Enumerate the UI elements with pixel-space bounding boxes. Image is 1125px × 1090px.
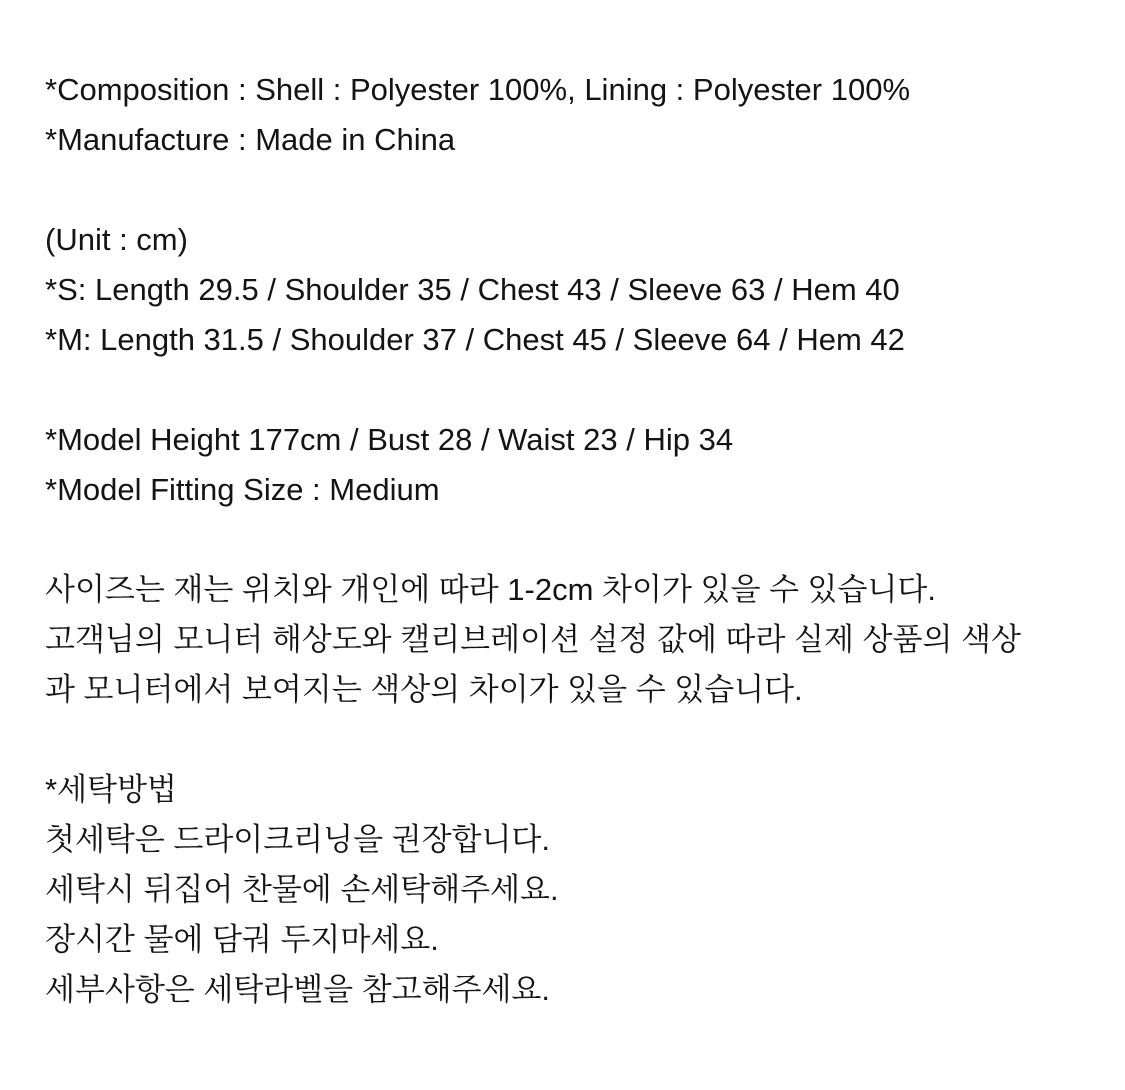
- size-spec-section: [45, 215, 1095, 365]
- model-info-section: [45, 415, 1095, 515]
- notice-line-2: 고객님의 모니터 해상도와 캘리브레이션 설정 값에 따라 실제 상품의 색상: [45, 622, 1021, 657]
- size-m-line: *M: Length 31.5 / Shoulder 37 / Chest 45 / Sleeve 64 / Hem 42: [45, 322, 905, 357]
- model-fitting-size-line: *Model Fitting Size : Medium: [45, 472, 440, 507]
- washing-title: *세탁방법: [45, 772, 177, 807]
- washing-line-1: 첫세탁은 드라이크리닝을 권장합니다.: [45, 822, 550, 857]
- size-s-line: *S: Length 29.5 / Shoulder 35 / Chest 43 / Sleeve 63 / Hem 40: [45, 272, 900, 307]
- washing-instructions-section: [45, 765, 1095, 1015]
- product-composition-section: [45, 65, 1095, 165]
- washing-line-4: 세부사항은 세탁라벨을 참고해주세요.: [45, 972, 550, 1007]
- manufacture-line: *Manufacture : Made in China: [45, 122, 456, 157]
- size-color-notice-section: [45, 565, 1095, 715]
- notice-line-3: 과 모니터에서 보여지는 색상의 차이가 있을 수 있습니다.: [45, 672, 803, 707]
- washing-line-2: 세탁시 뒤집어 찬물에 손세탁해주세요.: [45, 872, 559, 907]
- unit-line: (Unit : cm): [45, 222, 188, 257]
- model-measurements-line: *Model Height 177cm / Bust 28 / Waist 23 / Hip 34: [45, 422, 734, 457]
- notice-line-1: 사이즈는 재는 위치와 개인에 따라 1-2cm 차이가 있을 수 있습니다.: [45, 572, 936, 607]
- composition-line: *Composition : Shell : Polyester 100%, Lining : Polyester 100%: [45, 72, 911, 107]
- washing-line-3: 장시간 물에 담궈 두지마세요.: [45, 922, 439, 957]
